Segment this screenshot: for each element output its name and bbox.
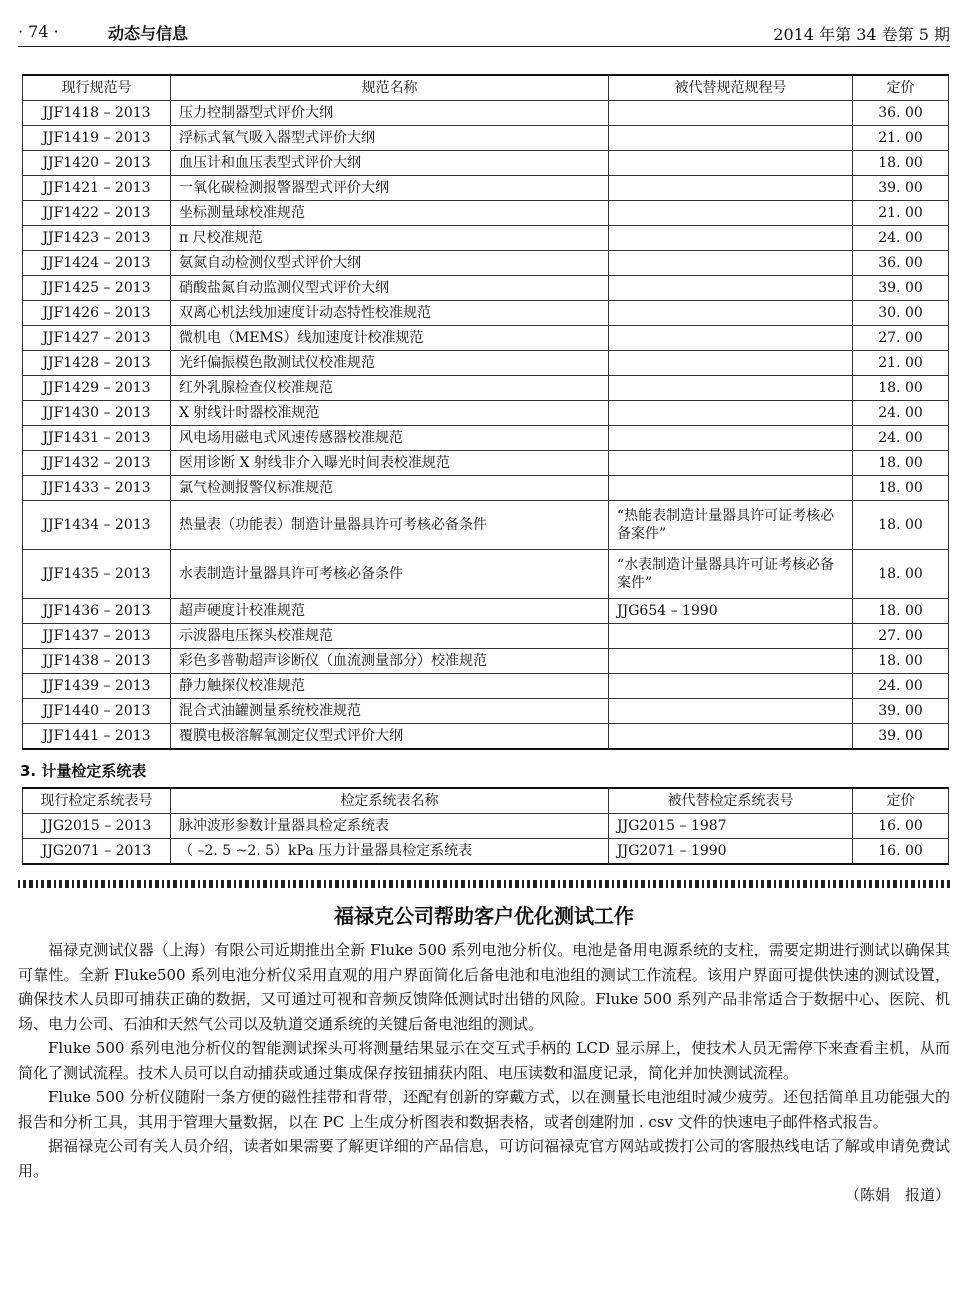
table-cell: 39. 00 bbox=[853, 699, 949, 724]
table-cell: 血压计和血压表型式评价大纲 bbox=[171, 151, 609, 176]
table-cell: 示波器电压探头校准规范 bbox=[171, 624, 609, 649]
column-header: 被代替检定系统表号 bbox=[609, 788, 853, 814]
table-cell: 21. 00 bbox=[853, 201, 949, 226]
table-cell bbox=[609, 101, 853, 126]
table-cell: π 尺校准规范 bbox=[171, 226, 609, 251]
issue-info: 2014 年第 34 卷第 5 期 bbox=[773, 25, 950, 44]
table-cell: 39. 00 bbox=[853, 724, 949, 750]
table-cell: 热量表（功能表）制造计量器具许可考核必备条件 bbox=[171, 501, 609, 550]
article-title: 福禄克公司帮助客户优化测试工作 bbox=[334, 904, 634, 928]
table-row bbox=[23, 599, 949, 624]
table-row bbox=[23, 426, 949, 451]
table-cell: 坐标测量球校准规范 bbox=[171, 201, 609, 226]
table-cell: 光纤偏振模色散测试仪校准规范 bbox=[171, 351, 609, 376]
table-cell: 18. 00 bbox=[853, 151, 949, 176]
table-cell bbox=[609, 674, 853, 699]
table-row bbox=[23, 326, 949, 351]
table-cell: JJF1429 – 2013 bbox=[23, 376, 171, 401]
column-header: 检定系统表名称 bbox=[171, 788, 609, 814]
table-row bbox=[23, 501, 949, 550]
table-cell: JJF1437 – 2013 bbox=[23, 624, 171, 649]
table-cell: JJF1425 – 2013 bbox=[23, 276, 171, 301]
section-heading: 3. 计量检定系统表 bbox=[20, 762, 147, 780]
table-cell bbox=[609, 724, 853, 750]
table-cell: 18. 00 bbox=[853, 451, 949, 476]
table-cell: 脉冲波形参数计量器具检定系统表 bbox=[171, 814, 609, 839]
table-cell: JJF1420 – 2013 bbox=[23, 151, 171, 176]
table-row bbox=[23, 624, 949, 649]
table-cell: 18. 00 bbox=[853, 599, 949, 624]
table-cell: 医用诊断 X 射线非介入曝光时间表校准规范 bbox=[171, 451, 609, 476]
table-row bbox=[23, 226, 949, 251]
table-cell: JJG2071 – 2013 bbox=[23, 839, 171, 865]
table-cell: 氯气检测报警仪标准规范 bbox=[171, 476, 609, 501]
table-cell: JJG2015 – 2013 bbox=[23, 814, 171, 839]
table-row bbox=[23, 151, 949, 176]
table-cell: JJF1426 – 2013 bbox=[23, 301, 171, 326]
table-cell: （ –2. 5 ~2. 5）kPa 压力计量器具检定系统表 bbox=[171, 839, 609, 865]
table-row bbox=[23, 201, 949, 226]
table-row bbox=[23, 351, 949, 376]
table-row bbox=[23, 476, 949, 501]
table-cell: “热能表制造计量器具许可证考核必备案件” bbox=[609, 501, 853, 550]
table-cell: 24. 00 bbox=[853, 674, 949, 699]
table-cell bbox=[609, 401, 853, 426]
article-paragraph: Fluke 500 分析仪随附一条方便的磁性挂带和背带，还配有创新的穿戴方式，以在测量长电池组时减少疲劳。还包括简单且功能强大的报告和分析工具，其用于管理大量数据，以在 PC 上生成分析图表和数据表格，或者创建附加 . csv 文件的快速电子邮件格式报告。 bbox=[18, 1088, 950, 1131]
table-cell: X 射线计时器校准规范 bbox=[171, 401, 609, 426]
table-cell: 16. 00 bbox=[853, 814, 949, 839]
table-row bbox=[23, 839, 949, 865]
table-cell bbox=[609, 176, 853, 201]
table-cell bbox=[609, 426, 853, 451]
table-cell: 30. 00 bbox=[853, 301, 949, 326]
table-cell bbox=[609, 376, 853, 401]
table-cell: JJF1424 – 2013 bbox=[23, 251, 171, 276]
table-cell: JJF1423 – 2013 bbox=[23, 226, 171, 251]
table-cell: 混合式油罐测量系统校准规范 bbox=[171, 699, 609, 724]
table-cell: 18. 00 bbox=[853, 550, 949, 599]
column-header: 定价 bbox=[853, 788, 949, 814]
column-header: 规范名称 bbox=[171, 75, 609, 101]
table-cell: JJG2071 – 1990 bbox=[609, 839, 853, 865]
page-header bbox=[18, 20, 950, 47]
table-cell bbox=[609, 226, 853, 251]
table-cell bbox=[609, 451, 853, 476]
table-cell bbox=[609, 649, 853, 674]
table-cell: 18. 00 bbox=[853, 376, 949, 401]
table-cell: 浮标式氧气吸入器型式评价大纲 bbox=[171, 126, 609, 151]
table-row bbox=[23, 451, 949, 476]
table-row bbox=[23, 251, 949, 276]
table-cell bbox=[609, 624, 853, 649]
table-row bbox=[23, 176, 949, 201]
table-header-row bbox=[23, 788, 949, 814]
table-cell bbox=[609, 351, 853, 376]
table-row bbox=[23, 276, 949, 301]
table-cell: 36. 00 bbox=[853, 251, 949, 276]
table-cell: JJF1427 – 2013 bbox=[23, 326, 171, 351]
table-row bbox=[23, 814, 949, 839]
table-cell: JJF1439 – 2013 bbox=[23, 674, 171, 699]
table-row bbox=[23, 376, 949, 401]
table-row bbox=[23, 401, 949, 426]
table-cell: “水表制造计量器具许可证考核必备案件” bbox=[609, 550, 853, 599]
table-cell: 21. 00 bbox=[853, 126, 949, 151]
table-cell: 27. 00 bbox=[853, 624, 949, 649]
table-cell bbox=[609, 326, 853, 351]
table-cell: 36. 00 bbox=[853, 101, 949, 126]
table-cell: JJF1432 – 2013 bbox=[23, 451, 171, 476]
table-row bbox=[23, 724, 949, 750]
table-cell: JJF1421 – 2013 bbox=[23, 176, 171, 201]
table-cell: JJF1422 – 2013 bbox=[23, 201, 171, 226]
table-cell: JJF1438 – 2013 bbox=[23, 649, 171, 674]
table-row bbox=[23, 101, 949, 126]
table-cell: 21. 00 bbox=[853, 351, 949, 376]
column-header: 现行检定系统表号 bbox=[23, 788, 171, 814]
table-row bbox=[23, 301, 949, 326]
table-cell: 静力触探仪校准规范 bbox=[171, 674, 609, 699]
table-cell: 硝酸盐氮自动监测仪型式评价大纲 bbox=[171, 276, 609, 301]
table-cell: 双离心机法线加速度计动态特性校准规范 bbox=[171, 301, 609, 326]
table-cell: JJF1431 – 2013 bbox=[23, 426, 171, 451]
table-cell bbox=[609, 276, 853, 301]
table-cell: JJF1419 – 2013 bbox=[23, 126, 171, 151]
table-cell: 一氧化碳检测报警器型式评价大纲 bbox=[171, 176, 609, 201]
column-header: 定价 bbox=[853, 75, 949, 101]
table-cell: 18. 00 bbox=[853, 476, 949, 501]
specification-table bbox=[22, 74, 949, 750]
table-cell: JJF1428 – 2013 bbox=[23, 351, 171, 376]
table-cell bbox=[609, 301, 853, 326]
table-cell: 水表制造计量器具许可考核必备条件 bbox=[171, 550, 609, 599]
table-cell bbox=[609, 126, 853, 151]
table-cell: 红外乳腺检查仪校准规范 bbox=[171, 376, 609, 401]
table-cell: JJF1435 – 2013 bbox=[23, 550, 171, 599]
column-header: 现行规范号 bbox=[23, 75, 171, 101]
table-cell: JJF1430 – 2013 bbox=[23, 401, 171, 426]
table-row bbox=[23, 126, 949, 151]
byline: （陈娟 报道） bbox=[844, 1186, 950, 1204]
table-cell: JJF1440 – 2013 bbox=[23, 699, 171, 724]
table-cell: 18. 00 bbox=[853, 501, 949, 550]
article-body bbox=[18, 938, 950, 1208]
table-cell bbox=[609, 476, 853, 501]
table-cell: 24. 00 bbox=[853, 226, 949, 251]
column-header: 被代替规范规程号 bbox=[609, 75, 853, 101]
table-cell: 超声硬度计校准规范 bbox=[171, 599, 609, 624]
table-row bbox=[23, 550, 949, 599]
table-cell: 覆膜电极溶解氧测定仪型式评价大纲 bbox=[171, 724, 609, 750]
page-number: · 74 · bbox=[18, 22, 59, 41]
table-cell bbox=[609, 251, 853, 276]
table-cell: 39. 00 bbox=[853, 176, 949, 201]
article-paragraph: 福禄克测试仪器（上海）有限公司近期推出全新 Fluke 500 系列电池分析仪。电池是备用电源系统的支柱，需要定期进行测试以确保其可靠性。全新 Fluke500 系列电池分析仪采用直观的用户界面简化后备电池和电池组的测试工作流程。该用户界面可提供快速的测试设置，确保技术人员即可捕获正确的数据，又可通过可视和音频反馈降低测试时出错的风险。Fluke 500 系列产品非常适合于数据中心、医院、机场、电力公司、石油和天然气公司以及轨道交通系统的关键后备电池组的测试。 bbox=[18, 941, 950, 1033]
table-cell: JJG654 – 1990 bbox=[609, 599, 853, 624]
verification-system-table bbox=[22, 787, 949, 865]
table-cell: 微机电（MEMS）线加速度计校准规范 bbox=[171, 326, 609, 351]
table-cell: JJF1441 – 2013 bbox=[23, 724, 171, 750]
table-cell: 风电场用磁电式风速传感器校准规范 bbox=[171, 426, 609, 451]
table-cell: 18. 00 bbox=[853, 649, 949, 674]
article-paragraph: Fluke 500 系列电池分析仪的智能测试探头可将测量结果显示在交互式手柄的 LCD 显示屏上，使技术人员无需停下来查看主机，从而简化了测试流程。技术人员可以自动捕获或通过集成保存按钮捕获内阻、电压读数和温度记录，简化并加快测试流程。 bbox=[18, 1039, 950, 1082]
table-row bbox=[23, 674, 949, 699]
table-cell: 16. 00 bbox=[853, 839, 949, 865]
table-cell: JJF1436 – 2013 bbox=[23, 599, 171, 624]
table-header-row bbox=[23, 75, 949, 101]
table-cell: JJG2015 – 1987 bbox=[609, 814, 853, 839]
table-cell: JJF1418 – 2013 bbox=[23, 101, 171, 126]
table-cell: 压力控制器型式评价大纲 bbox=[171, 101, 609, 126]
table-row bbox=[23, 649, 949, 674]
table-cell: 39. 00 bbox=[853, 276, 949, 301]
table-cell: 氨氮自动检测仪型式评价大纲 bbox=[171, 251, 609, 276]
table-cell: 27. 00 bbox=[853, 326, 949, 351]
table-row bbox=[23, 699, 949, 724]
table-cell bbox=[609, 151, 853, 176]
table-cell bbox=[609, 699, 853, 724]
table-cell: JJF1434 – 2013 bbox=[23, 501, 171, 550]
table-cell: 24. 00 bbox=[853, 401, 949, 426]
table-cell: JJF1433 – 2013 bbox=[23, 476, 171, 501]
table-cell bbox=[609, 201, 853, 226]
table-cell: 彩色多普勒超声诊断仪（血流测量部分）校准规范 bbox=[171, 649, 609, 674]
journal-section: 动态与信息 bbox=[108, 24, 189, 43]
decorative-divider bbox=[18, 880, 950, 888]
table-cell: 24. 00 bbox=[853, 426, 949, 451]
article-paragraph: 据福禄克公司有关人员介绍，读者如果需要了解更详细的产品信息，可访问福禄克官方网站或拨打公司的客服热线电话了解或申请免费试用。 bbox=[18, 1137, 950, 1180]
